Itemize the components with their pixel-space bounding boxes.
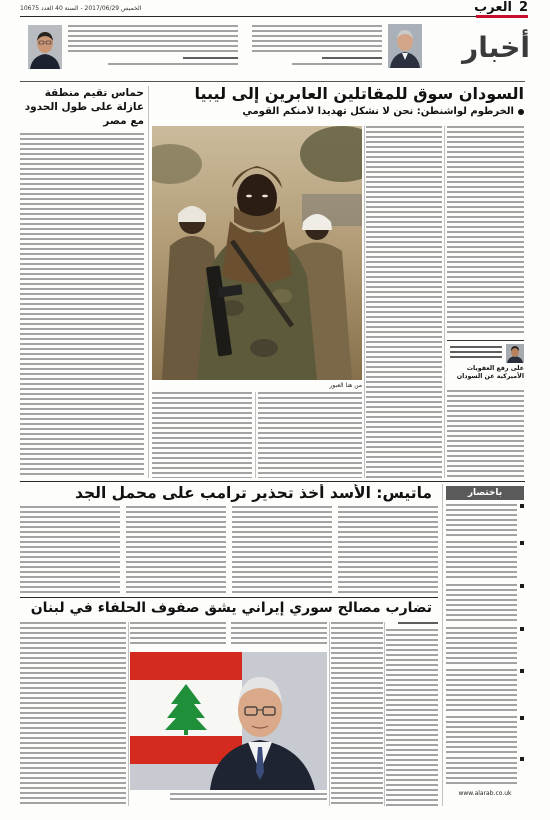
gaza-headline: حماس تقيم منطقة عازلة على طول الحدود مع مصر: [24, 87, 144, 127]
quote-portrait-right: [388, 24, 422, 68]
brief-item-text: [446, 584, 517, 623]
author-box-text: على رفع العقوبات الأميركية عن السودان: [456, 365, 524, 380]
author-portrait: [506, 344, 524, 363]
brief-item-text: [446, 716, 517, 753]
section-rule: [20, 481, 525, 482]
main-photo-caption: من هنا العبور: [329, 382, 362, 389]
lebanon-body-column: [331, 622, 383, 806]
top-rule: [20, 16, 476, 17]
lebanon-byline: [398, 622, 438, 624]
brief-header: باختصار: [446, 486, 524, 500]
mattis-body-column: [20, 506, 120, 594]
bullet-square-icon: [520, 627, 524, 631]
section-rule: [20, 597, 438, 598]
brief-item-text: [446, 541, 517, 580]
author-name: [450, 346, 502, 358]
brief-item-text: [446, 627, 517, 664]
page-number: 2: [518, 0, 528, 15]
bullet-square-icon: [520, 541, 524, 545]
column-rule: [364, 126, 365, 478]
website-url: www.alarab.co.uk: [458, 790, 512, 797]
brief-item: [446, 757, 524, 786]
bullet-square-icon: [520, 716, 524, 720]
main-headline: السودان سوق للمقاتلين العابرين إلى ليبيا: [194, 84, 524, 103]
quote-text-left: [68, 25, 238, 52]
quote-portrait-left: [28, 25, 62, 69]
quote-title-left: [108, 63, 238, 65]
quote-name-left: [183, 57, 238, 59]
gaza-body-text: [20, 133, 144, 478]
portrait-image: [388, 24, 422, 68]
column-rule: [329, 622, 330, 806]
quote-strip-rule: [20, 81, 525, 82]
brief-item: [446, 541, 524, 580]
lebanon-body-column: [231, 622, 327, 647]
bullet-dot-icon: [518, 109, 524, 115]
column-rule: [442, 484, 443, 806]
bullet-square-icon: [520, 669, 524, 673]
column-rule: [444, 126, 445, 478]
bullet-square-icon: [520, 504, 524, 508]
main-body-column: [447, 390, 524, 478]
mikati-photo: [130, 652, 327, 790]
main-body-column: [152, 392, 252, 478]
fighters-photo: [152, 126, 362, 380]
bullet-square-icon: [520, 757, 524, 761]
brief-list: [446, 504, 524, 786]
lebanon-headline: تضارب مصالح سوري إيراني يشق صفوف الحلفاء في لبنان: [30, 600, 432, 616]
brief-item-text: [446, 757, 517, 786]
date-line: الخميس 2017/06/29 - السنة 40 العدد 10675: [20, 5, 142, 12]
column-rule: [384, 622, 385, 806]
column-rule: [128, 622, 129, 806]
lebanon-story-photo: [130, 652, 327, 790]
brief-item: [446, 504, 524, 537]
quote-name-right: [322, 57, 382, 59]
newspaper-logo: العرب: [474, 0, 512, 15]
main-body-column: [447, 126, 524, 336]
mattis-headline: ماتيس: الأسد أخذ تحذير ترامب على محمل الجد: [75, 484, 432, 502]
author-box: [447, 340, 524, 386]
mattis-body-column: [232, 506, 332, 594]
column-rule: [255, 392, 256, 478]
main-subheadline-text: الخرطوم لواشنطن: نحن لا نشكل تهديدا لأمنكم القومي: [242, 106, 514, 117]
mattis-body-column: [338, 506, 438, 594]
main-body-column: [258, 392, 362, 478]
brief-item: [446, 627, 524, 664]
brief-item: [446, 584, 524, 623]
mattis-body-column: [126, 506, 226, 594]
quote-text-right: [252, 25, 382, 52]
main-subheadline: [152, 106, 524, 119]
section-title: أخبار: [462, 31, 530, 64]
mikati-photo-caption: [170, 793, 327, 800]
brief-item-text: [446, 669, 517, 712]
brief-item: [446, 669, 524, 712]
brief-item: [446, 716, 524, 753]
quote-title-right: [292, 63, 382, 65]
mattis-body: [20, 506, 438, 594]
brief-item-text: [446, 504, 517, 537]
main-body-column: [366, 126, 442, 478]
lebanon-body-column: [386, 629, 438, 806]
bullet-square-icon: [520, 584, 524, 588]
gaza-story: [20, 86, 144, 478]
portrait-image: [506, 344, 524, 363]
lebanon-body-column: [20, 622, 126, 806]
lebanon-body-column: [130, 622, 226, 647]
logo-accent-bar: [476, 15, 528, 18]
portrait-image: [28, 25, 62, 69]
main-story-photo: [152, 126, 362, 380]
column-rule: [148, 86, 149, 478]
